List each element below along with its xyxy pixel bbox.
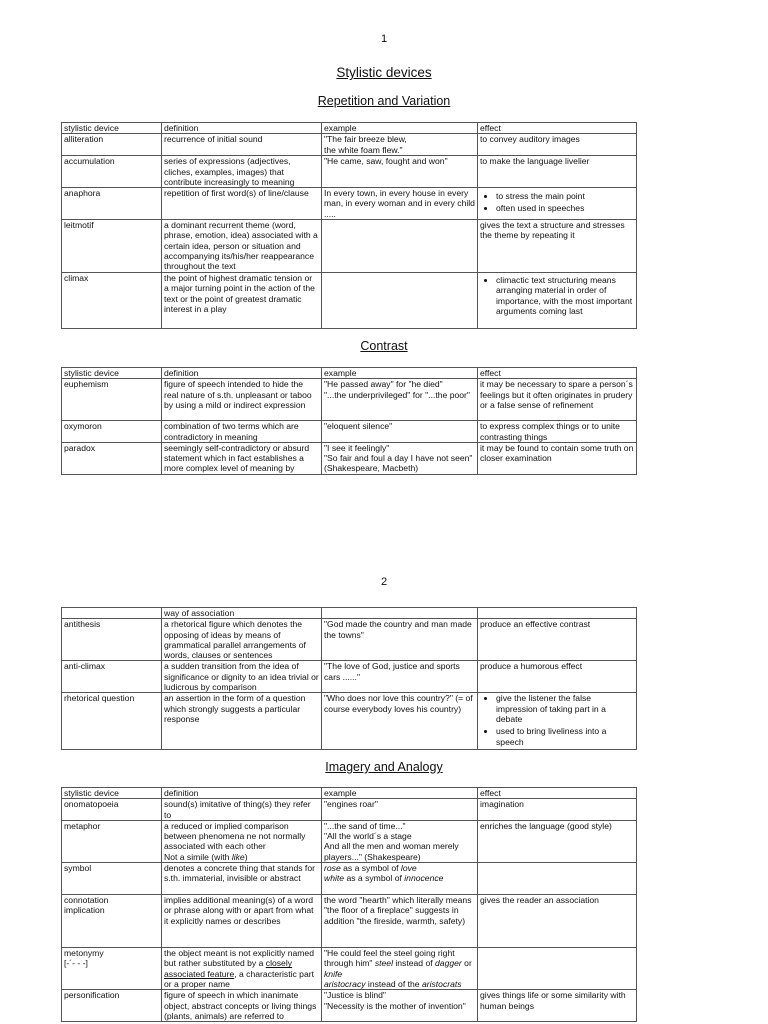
column-header: example: [322, 123, 478, 134]
definition-cell: [162, 820, 322, 862]
example-cell: "engines roar": [322, 799, 478, 821]
table-row: [62, 820, 637, 862]
document-title: Stylistic devices: [336, 65, 432, 80]
effect-bullet: • to stress the main point: [496, 191, 634, 201]
column-header: effect: [478, 368, 637, 379]
device-text: connotation implication: [64, 895, 109, 916]
device-cell: alliteration: [62, 134, 162, 156]
example-cell: [322, 273, 478, 329]
table-row: [62, 156, 637, 188]
definition-cell: [162, 442, 322, 474]
device-cell: [62, 608, 162, 619]
example-part: instead of the: [365, 978, 422, 989]
device-cell: leitmotif: [62, 220, 162, 273]
column-header: definition: [162, 368, 322, 379]
example-line: [324, 863, 475, 873]
example-line: [324, 873, 475, 883]
device-cell: metaphor: [62, 820, 162, 862]
table-row: [62, 990, 637, 1022]
table-header-row: [62, 123, 637, 134]
device-cell: climax: [62, 273, 162, 329]
example-cell: [322, 820, 478, 862]
effect-cell: [478, 273, 637, 329]
definition-cell: series of expressions (adjectives, cliches, examples, images) that contribute increasingly to meaning: [162, 156, 322, 188]
example-line: [324, 948, 475, 979]
definition-text: [164, 821, 319, 862]
definition-part: the object meant is not explicitly named but rather substituted by a: [164, 948, 314, 969]
definition-cell: a dominant recurrent theme (word, phrase, emotion, idea) associated with a certain idea, person or situation and accompanying its/his/her reappearance throughout the text: [162, 220, 322, 273]
example-emphasis: steel: [374, 958, 393, 969]
definition-cell: repetition of first word(s) of line/clause: [162, 188, 322, 220]
effect-cell: [478, 608, 637, 619]
device-cell: onomatopoeia: [62, 799, 162, 821]
contrast-table-continued: [61, 607, 637, 750]
effect-cell: it may be found to contain some truth on closer examination: [478, 442, 637, 474]
example-cell: "The love of God, justice and sports cars ......": [322, 661, 478, 693]
effect-cell: it may be necessary to spare a person´s feelings but it often originates in prudery or a false sense of refinement: [478, 379, 637, 421]
definition-text: seemingly self-contradictory or absurd statement which in fact establishes a more complex level of meaning by: [164, 442, 310, 474]
definition-cell: a rhetorical figure which denotes the opposing of ideas by means of grammatical parallel arrangements of words, clauses or sentences: [162, 619, 322, 661]
definition-cell: combination of two terms which are contradictory in meaning: [162, 421, 322, 443]
effect-cell: imagination: [478, 799, 637, 821]
page-number: 1: [380, 33, 388, 45]
device-cell: [62, 895, 162, 948]
example-cell: the word "hearth" which literally means "the floor of a fireplace" suggests in addition "the fireside, warmth, safety): [322, 895, 478, 948]
table-row: [62, 220, 637, 273]
effect-cell: [478, 948, 637, 990]
example-cell: [322, 220, 478, 273]
imagery-table: [61, 787, 637, 1022]
table-row: [62, 661, 637, 693]
example-cell: "eloquent silence": [322, 421, 478, 443]
effect-bullet: • used to bring liveliness into a speech: [496, 726, 634, 747]
example-emphasis: aristocrats: [421, 978, 462, 989]
definition-emphasis: like: [231, 851, 245, 862]
definition-cell: an assertion in the form of a question which strongly suggests a particular response: [162, 693, 322, 749]
table-row: [62, 799, 637, 821]
device-cell: rhetorical question: [62, 693, 162, 749]
definition-cell: implies additional meaning(s) of a word or phrase along with or apart from what it explicitly names or describes: [162, 895, 322, 948]
table-row: [62, 608, 637, 619]
table-row: [62, 188, 637, 220]
effect-cell: gives the text a structure and stresses the theme by repeating it: [478, 220, 637, 273]
example-cell: "God made the country and man made the towns": [322, 619, 478, 661]
example-cell: [322, 379, 478, 421]
example-part: "He could feel the steel going right through him": [324, 948, 455, 969]
device-cell: accumulation: [62, 156, 162, 188]
table-row: [62, 863, 637, 895]
effect-bullet: • climactic text structuring means arranging material in order of importance, with the most important arguments coming last: [496, 275, 634, 316]
device-cell: antithesis: [62, 619, 162, 661]
column-header: example: [322, 788, 478, 799]
definition-cell: a sudden transition from the idea of significance or dignity to an idea trivial or ludicrous by comparison: [162, 661, 322, 693]
page-number: 2: [380, 576, 388, 588]
example-cell: [322, 948, 478, 990]
definition-cell: way of association: [162, 608, 322, 619]
definition-cell: sound(s) imitative of thing(s) they refer to: [162, 799, 322, 821]
device-cell: [62, 948, 162, 990]
device-cell: anti-climax: [62, 661, 162, 693]
column-header: stylistic device: [62, 123, 162, 134]
example-emphasis: innocence: [404, 873, 444, 884]
column-header: example: [322, 368, 478, 379]
table-row: [62, 421, 637, 443]
definition-cell: denotes a concrete thing that stands for s.th. immaterial, invisible or abstract: [162, 863, 322, 895]
definition-cell: the point of highest dramatic tension or a major turning point in the action of the text or the point of greatest dramatic interest in a play: [162, 273, 322, 329]
example-part: instead of: [392, 958, 436, 969]
example-cell: [322, 990, 478, 1022]
example-text: "Justice is blind" "Necessity is the mother of invention": [324, 990, 466, 1011]
definition-cell: recurrence of initial sound: [162, 134, 322, 156]
device-text: metonymy [-´- - -]: [64, 948, 104, 969]
definition-part: a reduced or implied comparison between phenomena ne not normally associated with each other Not a simile (with: [164, 820, 306, 862]
example-text: "I see it feelingly" "So fair and foul a day I have not seen" (Shakespeare, Macbeth): [324, 442, 473, 474]
column-header: stylistic device: [62, 788, 162, 799]
example-cell: [322, 608, 478, 619]
example-part: as a symbol of: [340, 863, 401, 874]
column-header: stylistic device: [62, 368, 162, 379]
table-row: [62, 895, 637, 948]
example-part: as a symbol of: [344, 873, 405, 884]
effect-cell: enriches the language (good style): [478, 820, 637, 862]
example-part: or: [461, 958, 472, 969]
table-row: [62, 134, 637, 156]
definition-part: ): [244, 851, 248, 862]
example-cell: In every town, in every house in every man, in every woman and in every child .....: [322, 188, 478, 220]
example-emphasis: dagger: [435, 958, 462, 969]
section-heading-contrast: Contrast: [360, 339, 408, 353]
table-row: [62, 693, 637, 749]
section-heading-imagery: Imagery and Analogy: [325, 760, 443, 774]
effect-cell: [478, 188, 637, 220]
example-text: "He passed away" for "he died" "...the underprivileged" for "...the poor": [324, 379, 470, 400]
device-cell: symbol: [62, 863, 162, 895]
example-cell: "He came, saw, fought and won": [322, 156, 478, 188]
table-header-row: [62, 368, 637, 379]
effect-cell: produce a humorous effect: [478, 661, 637, 693]
column-header: definition: [162, 788, 322, 799]
example-cell: [322, 442, 478, 474]
device-cell: oxymoron: [62, 421, 162, 443]
definition-underlined: closely associated feature: [164, 958, 293, 979]
example-cell: [322, 863, 478, 895]
effect-cell: produce an effective contrast: [478, 619, 637, 661]
example-emphasis: knife: [324, 968, 343, 979]
table-row: [62, 948, 637, 990]
device-cell: paradox: [62, 442, 162, 474]
device-cell: euphemism: [62, 379, 162, 421]
section-heading-repetition: Repetition and Variation: [317, 94, 451, 108]
column-header: effect: [478, 123, 637, 134]
contrast-table: [61, 367, 637, 475]
repetition-table: [61, 122, 637, 329]
definition-text: figure of speech in which inanimate object, abstract concepts or living things (plants, animals) are referred to: [164, 990, 317, 1021]
definition-cell: [162, 990, 322, 1022]
definition-part: , a characteristic part or a proper name: [164, 968, 314, 989]
table-header-row: [62, 788, 637, 799]
effect-cell: gives the reader an association: [478, 895, 637, 948]
definition-cell: [162, 948, 322, 990]
device-cell: anaphora: [62, 188, 162, 220]
effect-cell: to convey auditory images: [478, 134, 637, 156]
example-emphasis: rose: [324, 863, 341, 874]
device-cell: personification: [62, 990, 162, 1022]
example-emphasis: love: [400, 863, 417, 874]
table-row: [62, 442, 637, 474]
table-row: [62, 619, 637, 661]
effect-cell: [478, 693, 637, 749]
example-cell: [322, 134, 478, 156]
effect-cell: gives things life or some similarity with human beings: [478, 990, 637, 1022]
example-cell: "Who does nor love this country?" (= of course everybody loves his country): [322, 693, 478, 749]
column-header: definition: [162, 123, 322, 134]
effect-cell: to make the language livelier: [478, 156, 637, 188]
effect-bullet: • give the listener the false impression of taking part in a debate: [496, 693, 634, 724]
effect-cell: to express complex things or to unite contrasting things: [478, 421, 637, 443]
table-row: [62, 273, 637, 329]
table-row: [62, 379, 637, 421]
effect-cell: [478, 863, 637, 895]
example-text: "The fair breeze blew, the white foam flew.": [324, 134, 407, 155]
example-emphasis: white: [324, 873, 345, 884]
example-line: [324, 979, 475, 989]
example-text: "...the sand of time..." "All the world´s a stage And all the men and woman merely players..." (Shakespeare): [324, 820, 459, 862]
definition-cell: figure of speech intended to hide the real nature of s.th. unpleasant or taboo by using a mild or indirect expression: [162, 379, 322, 421]
effect-bullet: • often used in speeches: [496, 203, 634, 213]
example-emphasis: aristocracy: [324, 978, 366, 989]
column-header: effect: [478, 788, 637, 799]
